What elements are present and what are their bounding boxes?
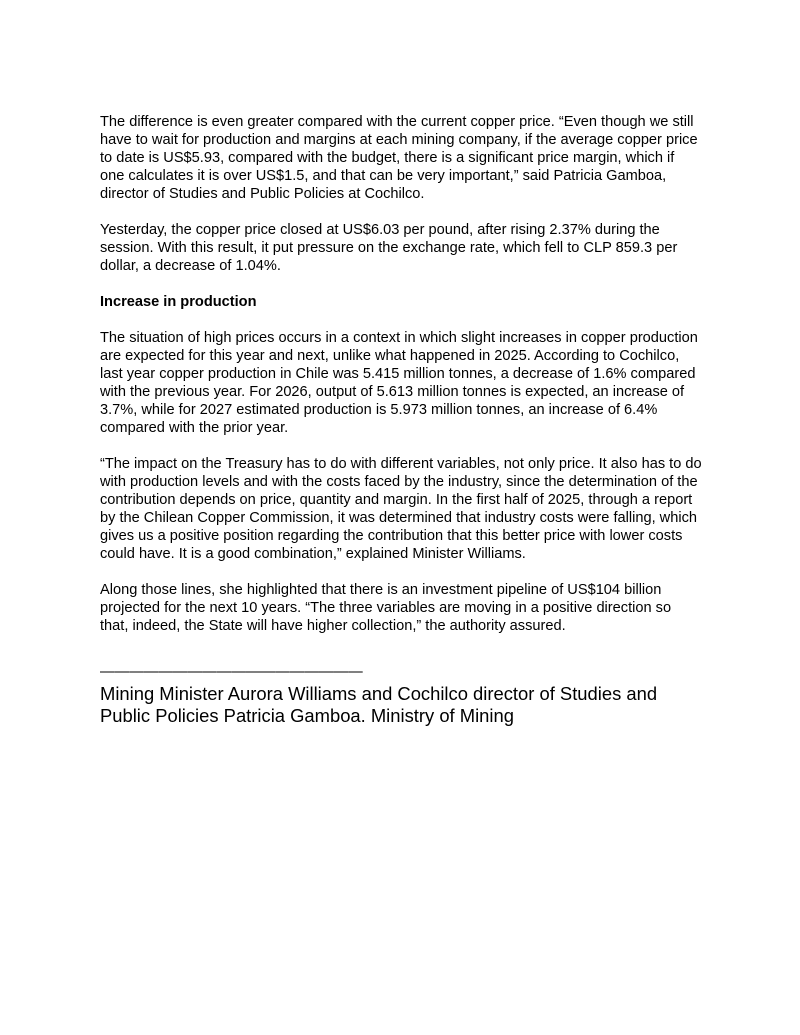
photo-caption: Mining Minister Aurora Williams and Cochilco director of Studies and Public Policies Patricia Gamboa. Ministry of Mining — [100, 683, 658, 726]
caption-separator: —————————————————— — [100, 664, 363, 680]
paragraph-copper-close: Yesterday, the copper price closed at US$6.03 per pound, after rising 2.37% during the session. With this result, it put pressure on the exchange rate, which fell to CLP 859.3 per dollar, a decrease of 1.04%. — [100, 222, 678, 274]
paragraph-investment-pipeline: Along those lines, she highlighted that there is an investment pipeline of US$104 billion projected for the next 10 years. “The three variables are moving in a positive direction so that, indeed, the State will have higher collection,” the authority assured. — [100, 582, 672, 634]
article-body — [100, 113, 702, 727]
paragraph-production-outlook: The situation of high prices occurs in a context in which slight increases in copper production are expected for this year and next, unlike what happened in 2025. According to Cochilco, last year copper production in Chile was 5.415 million tonnes, a decrease of 1.6% compared with the previous year. For 2026, output of 5.613 million tonnes is expected, an increase of 3.7%, while for 2027 estimated production is 5.973 million tonnes, an increase of 6.4% compared with the prior year. — [100, 330, 698, 436]
paragraph-copper-price-difference: The difference is even greater compared with the current copper price. “Even though we still have to wait for production and margins at each mining company, if the average copper price to date is US$5.93, compared with the budget, there is a significant price margin, which if one calculates it is over US$1.5, and that can be very important,” said Patricia Gamboa, director of Studies and Public Policies at Cochilco. — [100, 114, 698, 202]
section-heading: Increase in production — [100, 294, 257, 310]
paragraph-treasury-impact: “The impact on the Treasury has to do with different variables, not only price. It also has to do with production levels and with the costs faced by the industry, since the determination of the contribution depends on price, quantity and margin. In the first half of 2025, through a report by the Chilean Copper Commission, it was determined that industry costs were falling, which gives us a positive position regarding the contribution that this better price with lower costs could have. It is a good combination,” explained Minister Williams. — [100, 456, 702, 562]
